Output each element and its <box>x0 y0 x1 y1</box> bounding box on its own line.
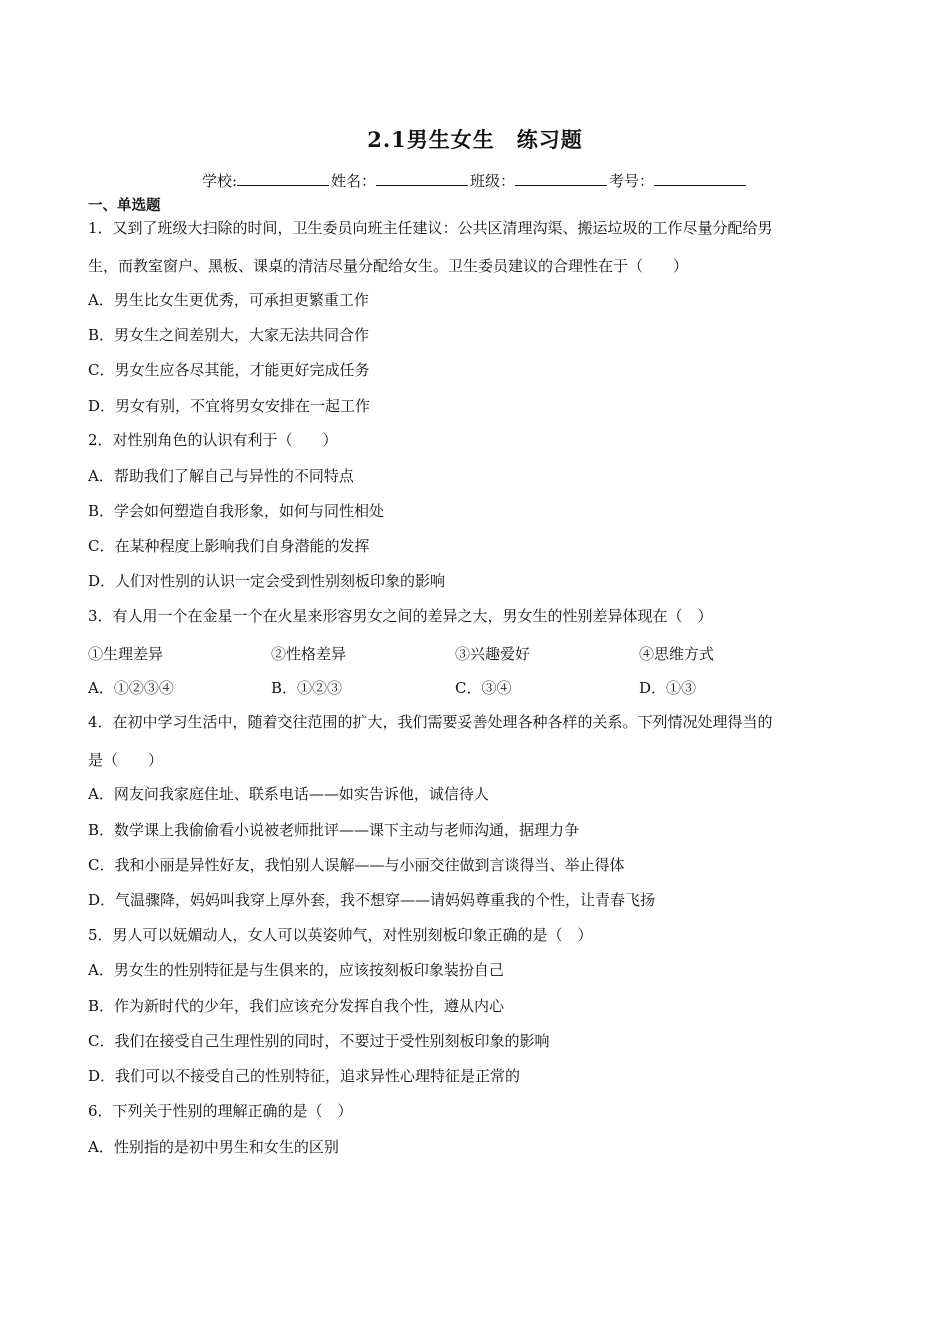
school-label: 学校: <box>201 172 237 190</box>
q2-stem: 2．对性别角色的认识有利于（ ） <box>88 431 338 449</box>
q1-option-d[interactable]: D．男女有别，不宜将男女安排在一起工作 <box>88 397 371 415</box>
q4-option-c[interactable]: C．我和小丽是异性好友，我怕别人误解——与小丽交往做到言谈得当、举止得体 <box>88 856 625 874</box>
q4-stem-line2: 是（ ） <box>88 751 164 769</box>
student-info-row <box>0 170 950 191</box>
name-blank[interactable] <box>376 172 468 186</box>
q2-option-a[interactable]: A．帮助我们了解自己与异性的不同特点 <box>88 467 354 485</box>
q3-option-a[interactable]: A．①②③④ <box>88 679 174 697</box>
q1-option-a[interactable]: A．男生比女生更优秀，可承担更繁重工作 <box>88 291 369 309</box>
q2-option-b[interactable]: B．学会如何塑造自我形象，如何与同性相处 <box>88 502 385 520</box>
q5-option-c[interactable]: C．我们在接受自己生理性别的同时，不要过于受性别刻板印象的影响 <box>88 1032 550 1050</box>
q4-option-a[interactable]: A．网友问我家庭住址、联系电话——如实告诉他，诚信待人 <box>88 785 489 803</box>
q5-stem: 5．男人可以妩媚动人，女人可以英姿帅气，对性别刻板印象正确的是（ ） <box>88 926 593 944</box>
q6-stem: 6．下列关于性别的理解正确的是（ ） <box>88 1102 353 1120</box>
q5-option-a[interactable]: A．男女生的性别特征是与生俱来的，应该按刻板印象装扮自己 <box>88 961 504 979</box>
q3-item-4: ④思维方式 <box>639 645 715 663</box>
title-sub: 练习题 <box>516 127 583 152</box>
q3-stem: 3．有人用一个在金星一个在火星来形容男女之间的差异之大，男女生的性别差异体现在（ ） <box>88 607 713 625</box>
q4-stem-line1: 4．在初中学习生活中，随着交往范围的扩大，我们需要妥善处理各种各样的关系。下列情况处理得当的 <box>88 713 773 731</box>
exam-no-blank[interactable] <box>654 172 746 186</box>
q5-option-d[interactable]: D．我们可以不接受自己的性别特征，追求异性心理特征是正常的 <box>88 1067 521 1085</box>
q1-stem-line1: 1．又到了班级大扫除的时间，卫生委员向班主任建议：公共区清理沟渠、搬运垃圾的工作尽量分配给男 <box>88 219 773 237</box>
q3-item-3: ③兴趣爱好 <box>455 645 531 663</box>
q4-option-b[interactable]: B．数学课上我偷偷看小说被老师批评——课下主动与老师沟通，据理力争 <box>88 821 580 839</box>
class-blank[interactable] <box>515 172 607 186</box>
q6-option-a[interactable]: A．性别指的是初中男生和女生的区别 <box>88 1138 339 1156</box>
title-main: 2.1男生女生 <box>367 127 495 152</box>
class-label: 班级： <box>470 172 516 190</box>
q3-option-b[interactable]: B．①②③ <box>271 679 343 697</box>
q3-option-c[interactable]: C．③④ <box>455 679 512 697</box>
q3-option-d[interactable]: D．①③ <box>639 679 697 697</box>
exam-no-label: 考号： <box>609 172 655 190</box>
q1-option-b[interactable]: B．男女生之间差别大，大家无法共同合作 <box>88 326 370 344</box>
q5-option-b[interactable]: B．作为新时代的少年，我们应该充分发挥自我个性，遵从内心 <box>88 997 505 1015</box>
school-blank[interactable] <box>237 172 329 186</box>
q2-option-d[interactable]: D．人们对性别的认识一定会受到性别刻板印象的影响 <box>88 572 446 590</box>
q3-item-2: ②性格差异 <box>271 645 347 663</box>
q4-option-d[interactable]: D．气温骤降，妈妈叫我穿上厚外套，我不想穿——请妈妈尊重我的个性，让青春飞扬 <box>88 891 656 909</box>
q2-option-c[interactable]: C．在某种程度上影响我们自身潜能的发挥 <box>88 537 370 555</box>
page-title <box>0 124 950 154</box>
name-label: 姓名： <box>331 172 377 190</box>
section-heading: 一、单选题 <box>88 197 161 214</box>
q1-stem-line2: 生，而教室窗户、黑板、课桌的清洁尽量分配给女生。卫生委员建议的合理性在于（ ） <box>88 257 689 275</box>
q1-option-c[interactable]: C．男女生应各尽其能，才能更好完成任务 <box>88 361 370 379</box>
q3-item-1: ①生理差异 <box>88 645 164 663</box>
